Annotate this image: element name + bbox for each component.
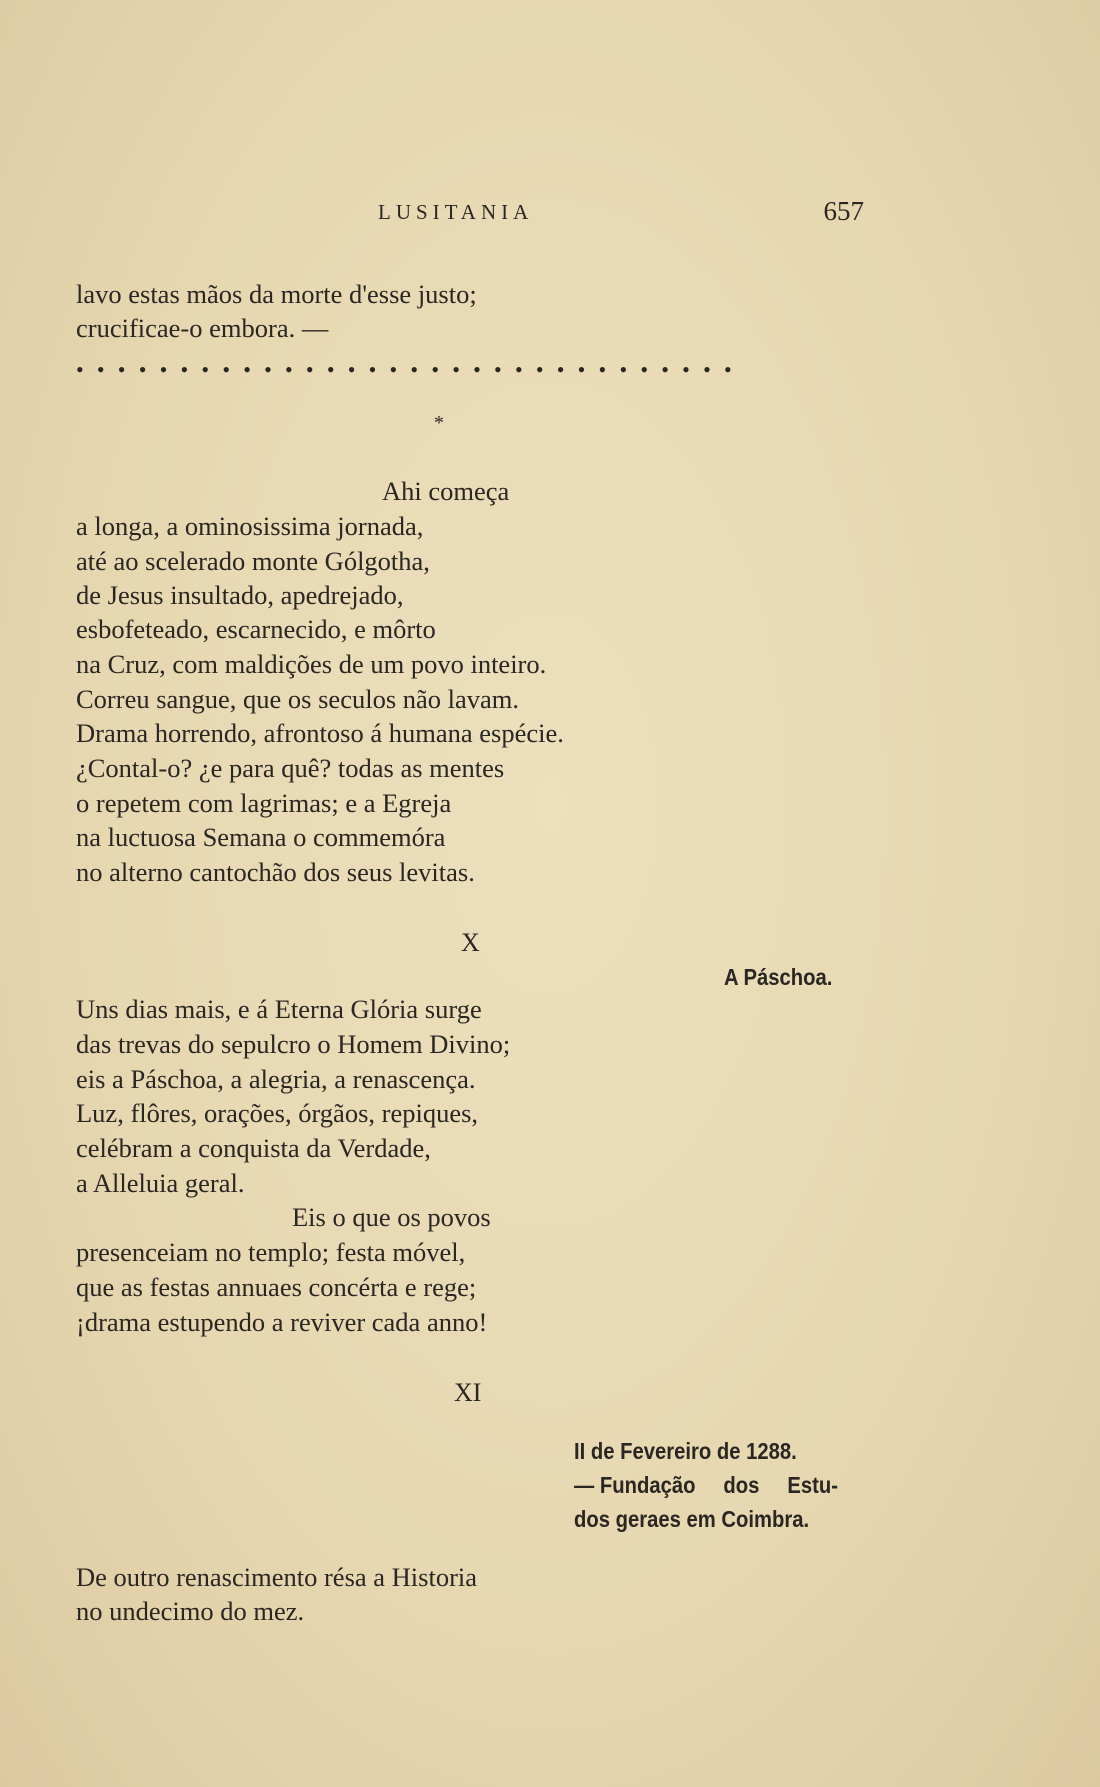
dotted-separator: •••••••••••••••••••••••••••••••• [76, 357, 745, 382]
verse-line: Uns dias mais, e á Eterna Glória surge [76, 994, 482, 1024]
margin-note-word: Estu- [787, 1472, 838, 1498]
verse-line: que as festas annuaes concérta e rege; [76, 1272, 477, 1302]
verse-line: no alterno cantochão dos seus levitas. [76, 857, 475, 887]
margin-note-line: II de Fevereiro de 1288. [574, 1438, 797, 1464]
verse-line: ¡drama estupendo a reviver cada anno! [76, 1307, 488, 1337]
margin-note-1288 [574, 1434, 838, 1536]
verse-line: no undecimo do mez. [76, 1596, 305, 1626]
verse-line: presenceiam no templo; festa móvel, [76, 1237, 466, 1267]
verse-line: a longa, a ominosissima jornada, [76, 511, 424, 541]
verse-line: de Jesus insultado, apedrejado, [76, 580, 404, 610]
verse-line: esbofeteado, escarnecido, e môrto [76, 614, 436, 644]
verse-line: Luz, flôres, orações, órgãos, repiques, [76, 1098, 479, 1128]
verse-line: na Cruz, com maldições de um povo inteiro. [76, 649, 547, 679]
margin-note-line [574, 1468, 838, 1502]
margin-note-word: dos [723, 1472, 760, 1498]
verse-line: Ahi começa [382, 476, 510, 506]
verse-line: celébram a conquista da Verdade, [76, 1133, 431, 1163]
verse-line: a Alleluia geral. [76, 1168, 245, 1198]
verse-line: até ao scelerado monte Gólgotha, [76, 546, 430, 576]
verse-line: ¿Contal-o? ¿e para quê? todas as mentes [76, 753, 505, 783]
section-number-xi: XI [454, 1378, 482, 1407]
page-header [0, 196, 1100, 240]
verse-line: Correu sangue, que os seculos não lavam. [76, 684, 520, 714]
verse-line: Drama horrendo, afrontoso á humana espécie. [76, 718, 564, 748]
section-number-x: X [461, 928, 480, 957]
verse-line: na luctuosa Semana o commemóra [76, 822, 446, 852]
verse-line: o repetem com lagrimas; e a Egreja [76, 788, 452, 818]
page-number: 657 [823, 196, 864, 226]
margin-note-pascoa: A Páschoa. [724, 964, 833, 990]
margin-note-line: dos geraes em Coimbra. [574, 1506, 810, 1532]
verse-line: das trevas do sepulcro o Homem Divino; [76, 1029, 511, 1059]
margin-note-word: — Fundação [574, 1472, 696, 1498]
verse-line: Eis o que os povos [292, 1202, 491, 1232]
running-title: LUSITANIA [378, 200, 534, 224]
star-separator: * [434, 412, 444, 434]
verse-line: eis a Páschoa, a alegria, a renascença. [76, 1064, 476, 1094]
verse-line: crucificae-o embora. — [76, 313, 329, 343]
verse-line: lavo estas mãos da morte d'esse justo; [76, 279, 477, 309]
verse-line: De outro renascimento résa a Historia [76, 1562, 478, 1592]
